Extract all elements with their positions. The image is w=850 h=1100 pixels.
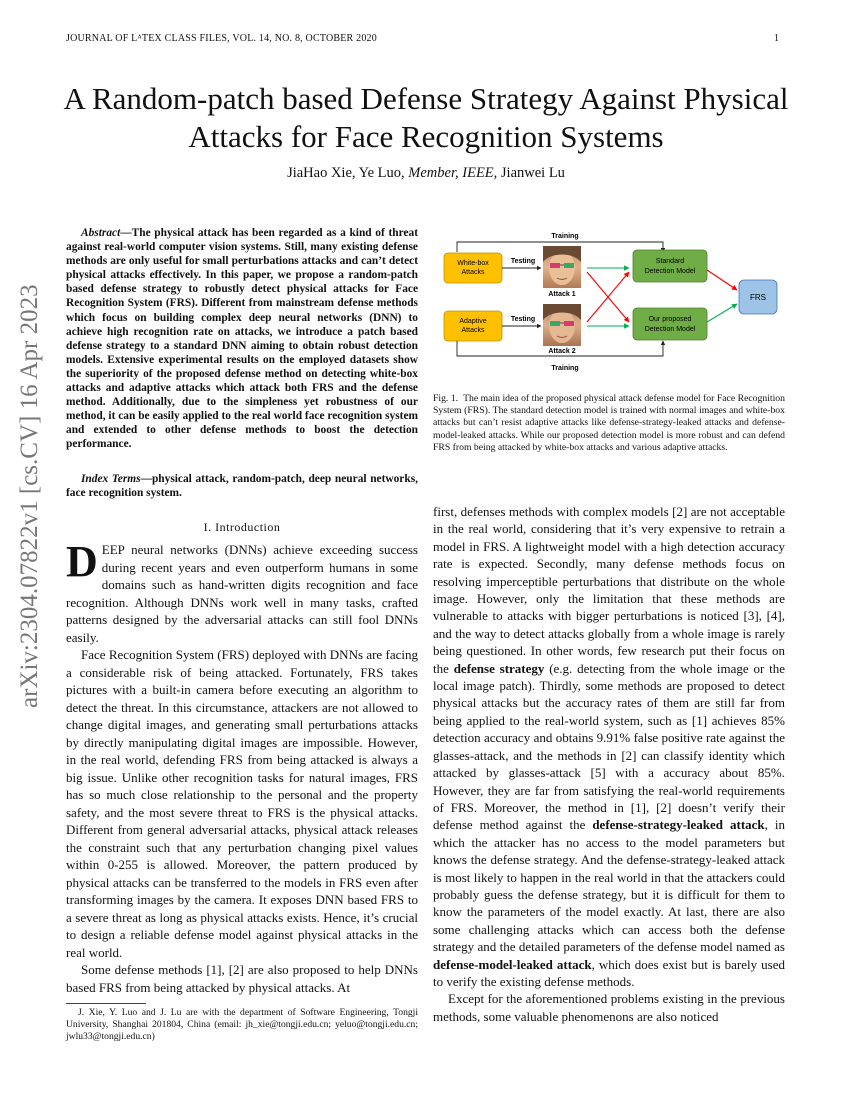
- right-p1-c: , in which the attacker has no access to the model parameters but knows the defense strategy. And the defense-strategy-leaked attack is most likely to happen in the real world in that the attackers could probably guess the defense strategy, but it is difficult for them to know the parameters of the model exactly. At last, there are also some challenging attacks which can access both the defense strategy and the detailed parameters of the defense model named as: [433, 817, 785, 955]
- figure-1: [433, 228, 785, 376]
- right-p1-a: first, defenses methods with complex models [2] are not acceptable in the real world, considering that it’s very expensive to retrain a model in FRS. A lightweight model with a high detection accuracy rate is expected. Secondly, many defense methods focus on resolving imperceptible perturbations that distribute on the whole image. However, only the limitation that these methods are vulnerable to attacks with bigger perturbations is noticed [3], [4], and the way to detect attacks globally from a whole image is rarely being questioned. In other words, few research put their focus on the: [433, 504, 785, 676]
- drop-cap: D: [66, 537, 98, 586]
- section-heading: I. Introduction: [203, 520, 281, 534]
- standard-line-2: Detection Model: [644, 268, 696, 275]
- white-box-attacks-box: [444, 253, 502, 283]
- arxiv-side-label: arXiv:2304.07822v1 [cs.CV] 16 Apr 2023: [16, 284, 43, 708]
- arrow-proposed-to-frs: [707, 304, 737, 322]
- attack-2-label: Attack 2: [548, 348, 576, 355]
- white-box-line-1: White-box: [457, 260, 489, 267]
- footnote-text: J. Xie, Y. Luo and J. Lu are with the department of Software Engineering, Tongji University, Shanghai 201804, China (email: jh_xie@tongji.edu.cn; yeluo@tongji.edu.cn; jwlu33@tongji.edu.cn): [66, 1007, 418, 1043]
- face-image-2: [543, 304, 581, 346]
- face-image-1: [543, 246, 581, 288]
- standard-line-1: Standard: [655, 258, 685, 265]
- testing-label-1: Testing: [510, 258, 536, 265]
- figure-caption: [433, 393, 785, 454]
- abstract: [66, 226, 418, 452]
- arrow-standard-to-frs: [707, 270, 737, 290]
- intro-paragraph-1: [66, 537, 418, 646]
- author-role: Member, IEEE,: [408, 165, 498, 181]
- training-bottom-label: Training: [551, 365, 579, 372]
- abstract-text: —The physical attack has been regarded as a kind of threat against real-world computer vision systems. Still, many existing defense methods are only useful for small perturbations attacks and can’t detect physical attacks effectively. In this paper, we propose a random-patch based defense strategy to robustly detect physical attacks for Face Recognition System (FRS). Different from mainstream defense methods which focus on building complex deep neural networks (DNN) to achieve high recognition rate on attacks, we introduce a patch based defense strategy to a standard DNN aiming to obtain robust detection models. Extensive experimental results on the employed datasets show the superiority of the proposed defense method on detecting white-box attacks and adaptive attacks which attack both FRS and the defense method. Additionally, due to the simpleness yet robustness of our method, it can be easily applied to the real world face recognition system and extended to other defense methods to boost the detection performance.: [66, 227, 418, 451]
- standard-detection-model-box: [633, 250, 707, 282]
- running-header: JOURNAL OF LᴬTEX CLASS FILES, VOL. 14, NO. 8, OCTOBER 2020: [66, 33, 377, 44]
- intro-capword: EEP: [101, 542, 125, 557]
- right-p1-b: (e.g. detecting from the whole image or the local image patch). Thirdly, some methods are proposed to detect physical attacks but the accuracy rates of them are still far from being applied to the real-world system, such as [1] achieves 85% detection accuracy and obtains 9.91% false positive rate against the glasses-attack, and the methods in [2] can classify identity which attacked by glasses-attack [5] with a accuracy about 85%. However, they are far from satisfying the real-world requirements of FRS. Moreover, the method in [1], [2] doesn’t verify their defense method against the: [433, 660, 785, 833]
- caption-label: Fig. 1.: [433, 393, 459, 404]
- right-column-body: [433, 503, 785, 1025]
- adaptive-line-1: Adaptive: [459, 318, 487, 325]
- page-number: 1: [774, 33, 779, 44]
- term-defense-model-leaked: defense-model-leaked attack: [433, 956, 592, 972]
- intro-body: [66, 537, 418, 996]
- abstract-label: Abstract: [81, 227, 121, 239]
- term-defense-strategy-leaked: defense-strategy-leaked attack: [592, 817, 765, 833]
- proposed-line-2: Detection Model: [644, 326, 696, 333]
- footnote: [66, 1007, 418, 1044]
- index-terms: [66, 472, 418, 500]
- intro-paragraph-2: Face Recognition System (FRS) deployed with DNNs are facing a considerable risk of being attacked. Fortunately, FRS takes pictures with a built-in camera before executing an algorithm to detect the threat. In this circumstance, attackers are not allowed to change digital images, and generating small perturbations attacks by directly manipulating digital images are impossible. However, in the real world, defending FRS from being attacked is always a big issue. Unlike other recognition tasks for natural images, FRS has so much close relationship to the personal and the property safety, and the most severe threat to FRS is the physical attacks. Different from general adversarial attacks, physical attack releases the constraint such that any perturbation changing pixel values within 0-255 is allowed. Moreover, the pattern produced by physical attacks can be transferred to the models in FRS even after transforming images by the camera. It exposes DNN based FRS to a severe threat as long as physical attacks exists. Hence, it’s crucial to design a reliable defense model against physical attacks in the real world.: [66, 647, 418, 960]
- attack-1-label: Attack 1: [548, 291, 576, 298]
- term-defense-strategy: defense strategy: [453, 660, 545, 676]
- intro-paragraph-3: Some defense methods [1], [2] are also proposed to help DNNs based FRS from being attacked by physical attacks. At: [66, 962, 418, 995]
- white-box-line-2: Attacks: [461, 269, 485, 276]
- proposed-line-1: Our proposed: [648, 316, 692, 323]
- footnote-rule: [66, 1003, 146, 1004]
- index-terms-text: —physical attack, random-patch, deep neural networks, face recognition system.: [66, 473, 418, 500]
- author-names-b: Jianwei Lu: [500, 165, 565, 181]
- right-paragraph-1: [433, 503, 785, 990]
- paper-title: A Random-patch based Defense Strategy Against Physical Attacks for Face Recognition Systems: [63, 81, 789, 154]
- author-names-a: JiaHao Xie, Ye Luo,: [287, 165, 405, 181]
- caption-text: The main idea of the proposed physical attack defense model for Face Recognition System (FRS). The standard detection model is trained with normal images and white-box attacks but can’t resist adaptive attacks like defense-strategy-leaked attacks and defense-model-leaked attacks. While our proposed detection model is more robust and can defend FRS from being attacked by white-box attacks and various adaptive attacks.: [433, 393, 785, 453]
- testing-label-2: Testing: [510, 316, 536, 323]
- intro-p1-text: neural networks (DNNs) achieve exceeding success during recent years and even outperform humans in some domains such as hand-written digits recognition and face recognition. Although DNNs work well in many tasks, crafted patterns designed by the adversarial attacks can still fool DNNs easily.: [66, 542, 418, 645]
- frs-label: FRS: [750, 293, 766, 302]
- right-paragraph-2: Except for the aforementioned problems existing in the previous methods, some valuable phenomenons are also noticed: [433, 991, 785, 1024]
- right-p1-d: , which does exist but is barely used to verify the existing defense methods.: [433, 956, 785, 989]
- proposed-detection-model-box: [633, 308, 707, 340]
- training-top-label: Training: [551, 233, 579, 240]
- authors: [60, 165, 792, 182]
- adaptive-attacks-box: [444, 311, 502, 341]
- adaptive-line-2: Attacks: [461, 327, 485, 334]
- index-terms-label: Index Terms: [81, 473, 141, 485]
